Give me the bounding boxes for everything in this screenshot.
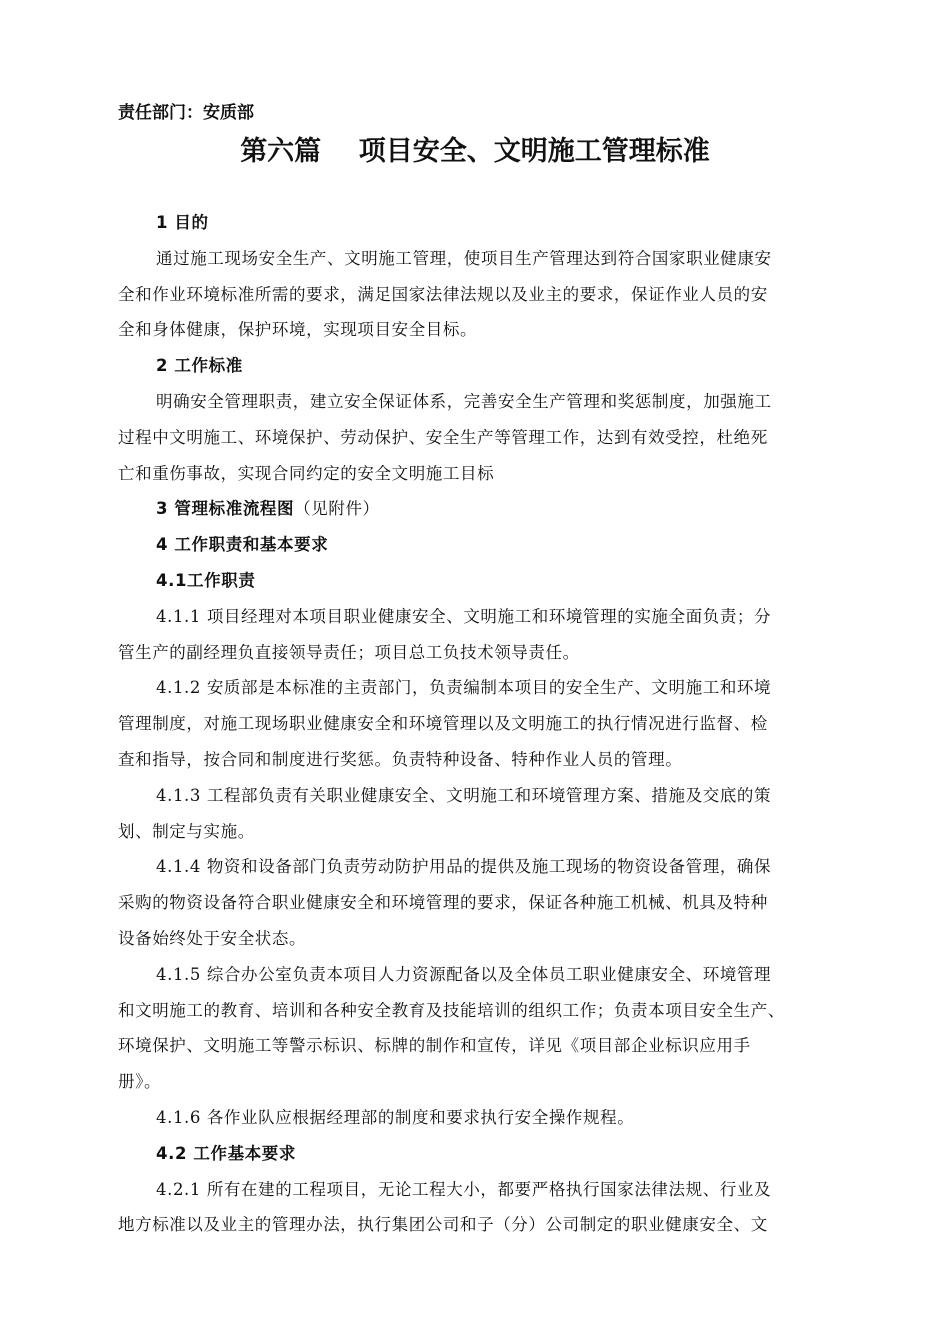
section-heading bbox=[118, 491, 853, 527]
section-heading-text: 3 管理标准流程图 bbox=[156, 499, 295, 519]
paragraph-line: 4.1.1 项目经理对本项目职业健康安全、文明施工和环境管理的实施全面负责；分 bbox=[156, 606, 772, 626]
paragraph-line: 设备始终处于安全状态。 bbox=[118, 928, 307, 948]
paragraph-line: 全和作业环境标准所需的要求，满足国家法律法规以及业主的要求，保证作业人员的安 bbox=[118, 284, 768, 304]
section-heading-text: 4 工作职责和基本要求 bbox=[156, 535, 329, 555]
page-title: 第六篇 项目安全、文明施工管理标准 bbox=[240, 136, 710, 167]
document-body bbox=[118, 205, 853, 1243]
paragraph-line: 4.1.2 安质部是本标准的主责部门，负责编制本项目的安全生产、文明施工和环境 bbox=[156, 678, 772, 698]
paragraph-line: 采购的物资设备符合职业健康安全和环境管理的要求，保证各种施工机械、机具及特种 bbox=[118, 893, 768, 913]
section-heading bbox=[118, 348, 853, 384]
section-heading-text: 1 目的 bbox=[156, 213, 209, 232]
paragraph-line: 管理制度，对施工现场职业健康安全和环境管理以及文明施工的执行情况进行监督、检 bbox=[118, 714, 768, 734]
paragraph-line: 全和身体健康，保护环境，实现项目安全目标。 bbox=[118, 320, 478, 340]
section-heading-text: 4.1工作职责 bbox=[156, 570, 256, 590]
paragraph-line: 地方标准以及业主的管理办法，执行集团公司和子（分）公司制定的职业健康安全、文 bbox=[118, 1215, 768, 1235]
paragraph-line: 4.1.3 工程部负责有关职业健康安全、文明施工和环境管理方案、措施及交底的策 bbox=[156, 785, 772, 805]
paragraph-line: 册》。 bbox=[118, 1072, 162, 1092]
paragraph-line: 环境保护、文明施工等警示标识、标牌的制作和宣传，详见《项目部企业标识应用手 bbox=[118, 1036, 751, 1056]
paragraph-line: 和文明施工的教育、培训和各种安全教育及技能培训的组织工作；负责本项目安全生产、 bbox=[118, 1000, 785, 1020]
paragraph-line: 划、制定与实施。 bbox=[118, 821, 255, 841]
paragraph-line: 管生产的副经理负直接领导责任；项目总工负技术领导责任。 bbox=[118, 642, 580, 662]
section-heading-text: 4.2 工作基本要求 bbox=[156, 1143, 296, 1163]
paragraph-line: 查和指导，按合同和制度进行奖惩。负责特种设备、特种作业人员的管理。 bbox=[118, 749, 683, 769]
paragraph-line: 4.1.6 各作业队应根据经理部的制度和要求执行安全操作规程。 bbox=[156, 1107, 635, 1127]
section-heading-note: （见附件） bbox=[294, 499, 380, 519]
section-heading bbox=[118, 527, 853, 563]
responsible-department: 责任部门：安质部 bbox=[118, 103, 254, 123]
section-heading bbox=[118, 1136, 853, 1172]
paragraph-line: 过程中文明施工、环境保护、劳动保护、安全生产等管理工作，达到有效受控，杜绝死 bbox=[118, 427, 768, 447]
paragraph-line: 4.1.4 物资和设备部门负责劳动防护用品的提供及施工现场的物资设备管理，确保 bbox=[156, 857, 772, 877]
paragraph-line: 4.1.5 综合办公室负责本项目人力资源配备以及全体员工职业健康安全、环境管理 bbox=[156, 964, 772, 984]
paragraph-line: 4.2.1 所有在建的工程项目，无论工程大小，都要严格执行国家法律法规、行业及 bbox=[156, 1179, 772, 1199]
section-heading bbox=[118, 563, 853, 599]
section-heading-text: 2 工作标准 bbox=[156, 356, 243, 376]
paragraph-line: 明确安全管理职责，建立安全保证体系，完善安全生产管理和奖惩制度，加强施工 bbox=[156, 391, 772, 411]
paragraph-line: 通过施工现场安全生产、文明施工管理，使项目生产管理达到符合国家职业健康安 bbox=[156, 248, 772, 268]
section-heading bbox=[118, 205, 853, 241]
paragraph-line: 亡和重伤事故，实现合同约定的安全文明施工目标 bbox=[118, 463, 495, 483]
